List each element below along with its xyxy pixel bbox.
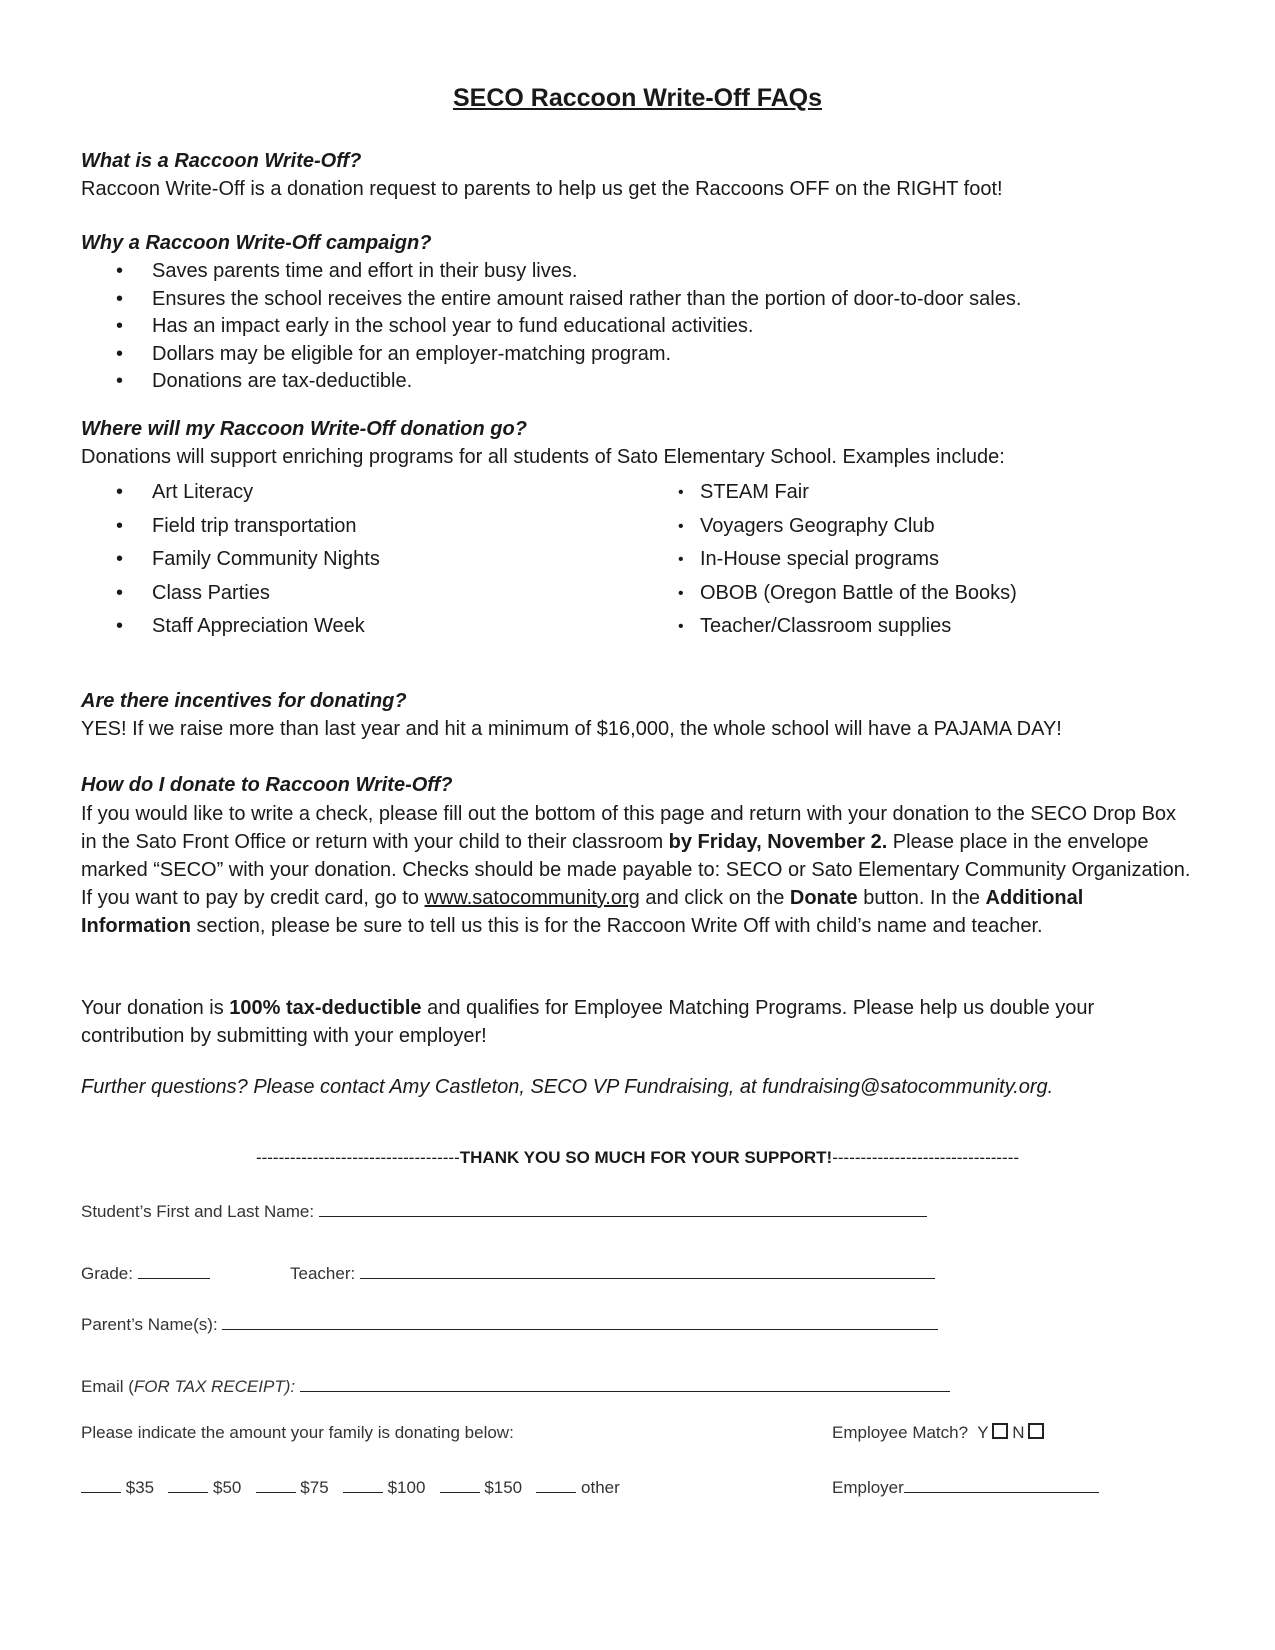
how-text: If you would like to write a check, please fill out the bottom of this page and return with your donation to the SECO Drop Box in the Sato Front Office or return with your child to their classroom <box>81 803 1177 853</box>
amount-35-blank[interactable] <box>81 1474 121 1493</box>
email-label-note: FOR TAX RECEIPT): <box>133 1377 296 1396</box>
employer-row <box>832 1474 1099 1498</box>
tax-text: and qualifies for Employee Matching Programs. Please help us double your contribution by submitting with your employer! <box>81 997 1095 1047</box>
question-where: Where will my Raccoon Write-Off donation go? <box>81 418 527 440</box>
how-paragraph <box>81 800 1191 940</box>
no-label: N <box>1012 1423 1025 1442</box>
list-item: • Art Literacy <box>152 476 380 510</box>
teacher-label: Teacher: <box>290 1264 356 1283</box>
donate-text: Donate <box>789 887 858 909</box>
employee-match-label: Employee Match? <box>832 1423 969 1442</box>
list-item: • Staff Appreciation Week <box>152 610 380 644</box>
deadline-text: by Friday, November 2. <box>668 831 888 853</box>
amount-50-blank[interactable] <box>168 1474 208 1493</box>
list-item: • Ensures the school receives the entire amount raised rather than the portion of door-to-door sales. <box>152 286 1021 314</box>
amount-other-blank[interactable] <box>536 1474 576 1493</box>
tax-deductible-text: 100% tax-deductible <box>229 997 422 1019</box>
additional-info-text: Additional Information <box>81 887 1084 937</box>
parent-name-field[interactable] <box>222 1311 938 1330</box>
where-intro: Donations will support enriching programs for all students of Sato Elementary School. Examples include: <box>81 446 1005 468</box>
teacher-row <box>290 1260 935 1284</box>
how-text: button. In the <box>857 887 986 909</box>
tax-paragraph <box>81 994 1191 1050</box>
employer-label: Employer <box>832 1478 904 1497</box>
amount-100: $100 <box>387 1478 426 1497</box>
list-item: • In-House special programs <box>700 543 1017 577</box>
question-what: What is a Raccoon Write-Off? <box>81 150 362 172</box>
tax-text: Your donation is <box>81 997 230 1019</box>
amount-options <box>81 1474 620 1498</box>
employee-match-row <box>832 1423 1044 1443</box>
programs-list-right <box>700 476 1017 644</box>
parent-name-row <box>81 1311 938 1335</box>
website-link[interactable]: www.satocommunity.org <box>424 887 640 909</box>
answer-what: Raccoon Write-Off is a donation request to parents to help us get the Raccoons OFF on the RIGHT foot! <box>81 178 1003 200</box>
page-title: SECO Raccoon Write-Off FAQs <box>452 84 823 112</box>
list-item: • STEAM Fair <box>700 476 1017 510</box>
list-item: • Donations are tax-deductible. <box>152 368 1021 396</box>
question-how: How do I donate to Raccoon Write-Off? <box>81 774 453 796</box>
no-checkbox[interactable] <box>1028 1423 1044 1439</box>
grade-field[interactable] <box>138 1260 210 1279</box>
amount-other: other <box>581 1478 620 1497</box>
answer-incentives: YES! If we raise more than last year and hit a minimum of $16,000, the whole school will have a PAJAMA DAY! <box>81 718 1062 740</box>
list-item: • Field trip transportation <box>152 510 380 544</box>
list-item: • Family Community Nights <box>152 543 380 577</box>
yes-checkbox[interactable] <box>992 1423 1008 1439</box>
thanks-text: THANK YOU SO MUCH FOR YOUR SUPPORT! <box>459 1148 833 1167</box>
question-why: Why a Raccoon Write-Off campaign? <box>81 232 432 254</box>
list-item: • Teacher/Classroom supplies <box>700 610 1017 644</box>
dash-rule: --------------------------------- <box>832 1148 1020 1167</box>
list-item: • Saves parents time and effort in their busy lives. <box>152 258 1021 286</box>
list-item: • Has an impact early in the school year to fund educational activities. <box>152 313 1021 341</box>
student-name-label: Student’s First and Last Name: <box>81 1202 315 1221</box>
thanks-divider <box>0 1148 1275 1168</box>
list-item: • Class Parties <box>152 577 380 611</box>
amount-50: $50 <box>213 1478 242 1497</box>
how-text: section, please be sure to tell us this is for the Raccoon Write Off with child’s name and teacher. <box>191 915 1043 937</box>
programs-list-left <box>152 476 380 644</box>
amount-35: $35 <box>125 1478 155 1497</box>
how-text: Please place in the envelope marked “SECO” with your donation. Checks should be made payable to: SECO or Sato Elementary Community Organization. If you want to pay by credit card, go to <box>81 831 1191 909</box>
yes-label: Y <box>977 1423 989 1442</box>
grade-row <box>81 1260 210 1284</box>
email-field[interactable] <box>300 1373 950 1392</box>
contact-line: Further questions? Please contact Amy Castleton, SECO VP Fundraising, at fundraising@satocommunity.org. <box>81 1076 1054 1098</box>
list-item: • Voyagers Geography Club <box>700 510 1017 544</box>
email-label: Email ( <box>81 1377 134 1396</box>
question-incentives: Are there incentives for donating? <box>81 690 407 712</box>
parent-name-label: Parent’s Name(s): <box>81 1315 218 1334</box>
amount-prompt: Please indicate the amount your family is donating below: <box>81 1423 514 1442</box>
amount-75-blank[interactable] <box>256 1474 296 1493</box>
amount-100-blank[interactable] <box>343 1474 383 1493</box>
student-name-field[interactable] <box>319 1198 927 1217</box>
teacher-field[interactable] <box>360 1260 935 1279</box>
how-text: and click on the <box>639 887 790 909</box>
list-item: • OBOB (Oregon Battle of the Books) <box>700 577 1017 611</box>
employer-field[interactable] <box>904 1474 1099 1493</box>
grade-label: Grade: <box>81 1264 133 1283</box>
why-bullet-list <box>152 258 1021 396</box>
dash-rule: ------------------------------------ <box>255 1148 460 1167</box>
email-row <box>81 1373 950 1397</box>
amount-150-blank[interactable] <box>440 1474 480 1493</box>
list-item: • Dollars may be eligible for an employer-matching program. <box>152 341 1021 369</box>
student-name-row <box>81 1198 927 1222</box>
amount-150: $150 <box>484 1478 523 1497</box>
amount-75: $75 <box>300 1478 329 1497</box>
